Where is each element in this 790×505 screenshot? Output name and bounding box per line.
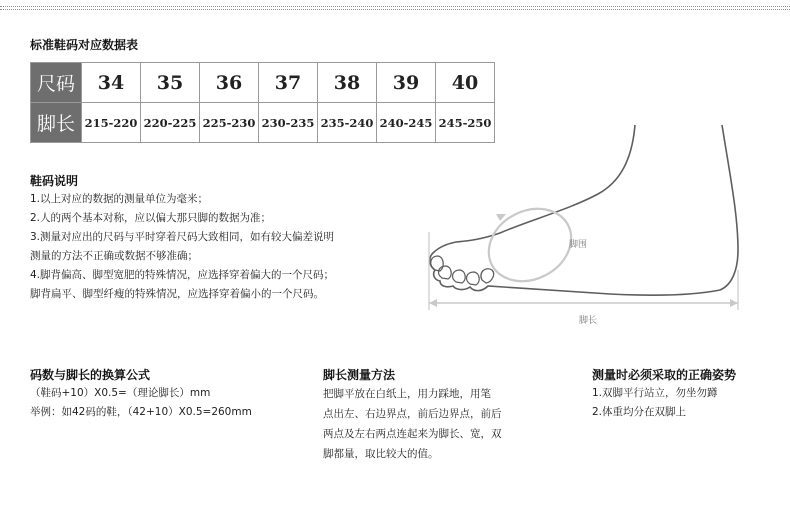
note-line: 测量的方法不正确或数据不够准确； [30,250,198,262]
method-text [323,384,502,464]
posture-title: 测量时必须采取的正确姿势 [592,368,737,382]
toe-shape [453,270,466,283]
length-cell: 235-240 [318,103,377,143]
toe-shape [467,272,480,285]
length-cell: 225-230 [200,103,259,143]
length-cell: 245-250 [436,103,495,143]
top-dotted-divider [0,6,790,7]
note-line: 4.脚背偏高、脚型宽肥的特殊情况，应选择穿着偏大的一个尺码； [30,269,335,281]
size-cell: 36 [200,63,259,103]
method-line: 两点及左右两点连起来为脚长、宽，双 [323,428,502,440]
formula-title: 码数与脚长的换算公式 [30,368,151,382]
toe-shape [481,269,494,283]
size-cell: 35 [141,63,200,103]
note-line: 3.测量对应出的尺码与平时穿着尺码大致相同，如有较大偏差说明 [30,231,335,243]
size-table-title: 标准鞋码对应数据表 [30,38,139,52]
size-cell: 39 [377,63,436,103]
length-cell: 230-235 [259,103,318,143]
size-row [31,63,495,103]
notes-text [30,190,334,304]
formula-line: （鞋码+10）X0.5=（理论脚长）mm [30,387,211,399]
length-cell: 240-245 [377,103,436,143]
posture-line: 2.体重均分在双脚上 [592,406,687,418]
method-title: 脚长测量方法 [323,368,396,382]
posture-text [592,384,718,422]
size-header-cell: 尺码 [31,63,82,103]
size-cell: 40 [436,63,495,103]
size-cell: 34 [82,63,141,103]
posture-line: 1.双脚平行站立，勿坐勿蹲 [592,387,718,399]
toe-shape [439,266,452,279]
length-cell: 220-225 [141,103,200,143]
girth-label: 脚围 [569,240,588,250]
formula-text [30,384,252,422]
size-cell: 38 [318,63,377,103]
method-line: 脚都量，取比较大的值。 [323,448,439,460]
length-header-cell: 脚长 [31,103,82,143]
note-line: 2.人的两个基本对称，应以偏大那只脚的数据为准； [30,212,272,224]
length-cell: 215-220 [82,103,141,143]
foot-outline [430,125,738,295]
size-cell: 37 [259,63,318,103]
toe-shape [431,256,443,271]
top-dotted-divider-2 [0,9,790,10]
arrow-left-icon [429,299,437,307]
arrow-right-icon [730,299,738,307]
girth-ellipse [476,195,584,295]
formula-example-line: 举例：如42码的鞋，（42+10）X0.5=260mm [30,406,252,418]
note-line: 脚背扁平、脚型纤瘦的特殊情况，应选择穿着偏小的一个尺码。 [30,288,324,300]
notes-title: 鞋码说明 [30,174,79,188]
foot-measurement-diagram [420,120,760,335]
length-label: 脚长 [579,316,598,326]
method-line: 点出左、右边界点，前后边界点，前后 [323,408,502,420]
method-line: 把脚平放在白纸上，用力踩地，用笔 [323,388,491,400]
note-line: 1.以上对应的数据的测量单位为毫米； [30,193,209,205]
